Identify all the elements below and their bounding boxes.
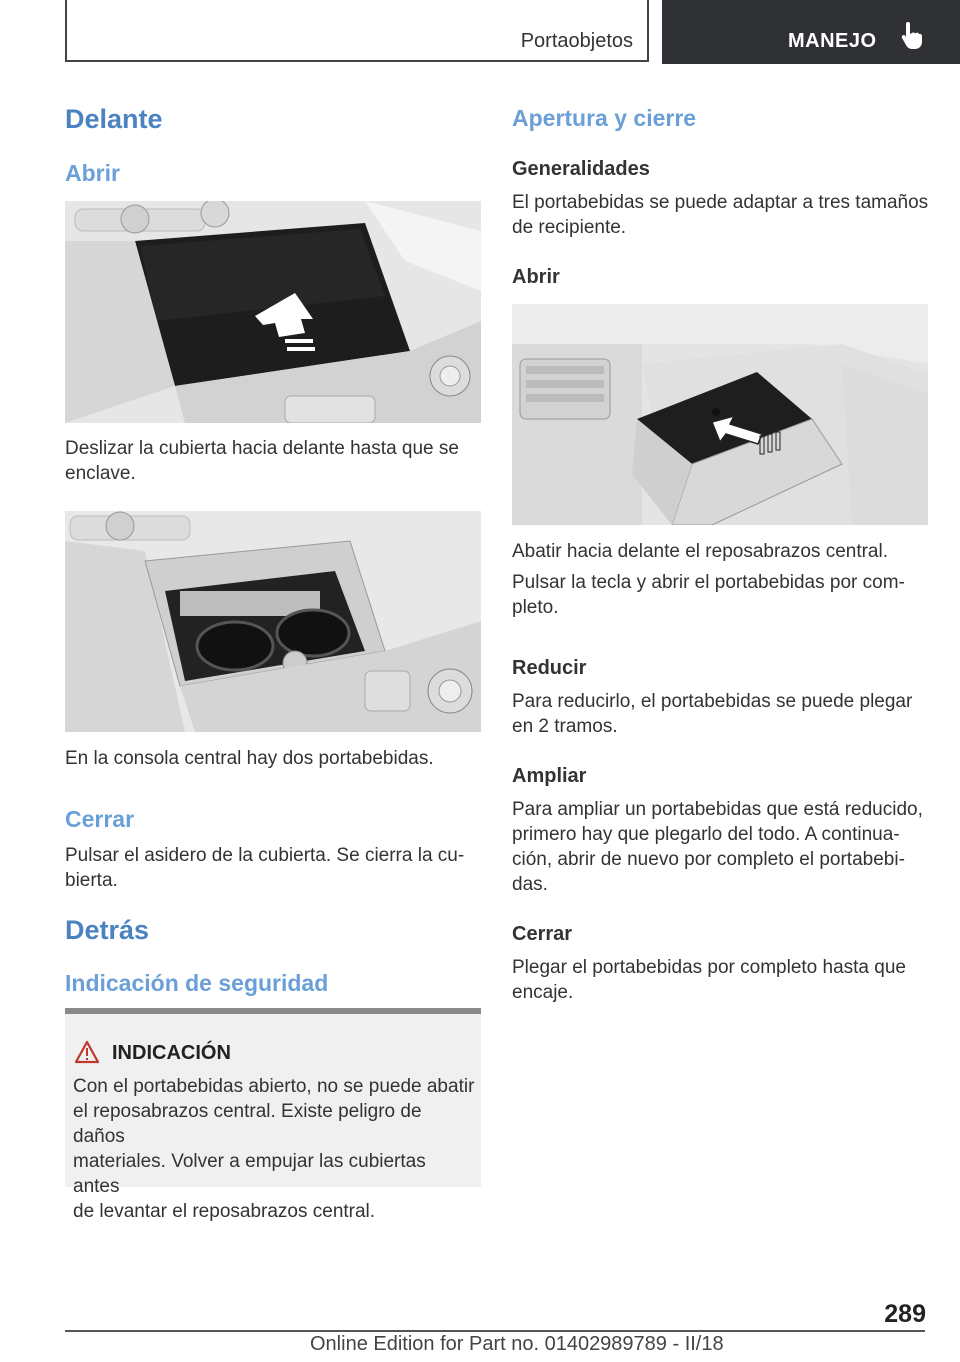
heading-generalidades: Generalidades bbox=[512, 158, 650, 180]
photo-rear-armrest bbox=[512, 304, 928, 525]
heading-cerrar-rear: Cerrar bbox=[512, 923, 573, 945]
heading-reducir: Reducir bbox=[512, 657, 587, 679]
heading-abrir-rear: Abrir bbox=[512, 266, 560, 288]
header-chapter-title: MANEJO bbox=[788, 30, 877, 52]
heading-cerrar-front: Cerrar bbox=[65, 806, 135, 832]
text-abatir: Abatir hacia delante el reposabrazos central. bbox=[512, 541, 889, 562]
heading-abrir-front: Abrir bbox=[65, 160, 120, 186]
text-pulsar-line2: pleto. bbox=[512, 597, 559, 618]
text-cerrar-front-line1: Pulsar el asidero de la cubierta. Se cierra la cu‐ bbox=[65, 845, 465, 866]
notice-line: de levantar el reposabrazos central. bbox=[73, 1201, 376, 1222]
text-generalidades-line2: de recipiente. bbox=[512, 217, 627, 238]
heading-delante: Delante bbox=[65, 104, 163, 134]
footer-divider bbox=[65, 1330, 925, 1332]
header-section-tab bbox=[65, 0, 649, 62]
notice-line: Con el portabebidas abierto, no se puede abatir bbox=[73, 1076, 475, 1097]
photo-center-console-cover bbox=[65, 201, 481, 423]
heading-indicacion-seguridad: Indicación de seguridad bbox=[65, 970, 329, 996]
heading-detras: Detrás bbox=[65, 915, 150, 945]
notice-line: materiales. Volver a empujar las cubiertas antes bbox=[73, 1151, 426, 1197]
page-number: 289 bbox=[884, 1300, 926, 1328]
text-reducir-line2: en 2 tramos. bbox=[512, 716, 618, 737]
header-section-title: Portaobjetos bbox=[520, 30, 633, 52]
text-cerrar-rear-line2: encaje. bbox=[512, 982, 574, 1003]
photo-center-console-cupholders bbox=[65, 511, 481, 732]
heading-apertura-cierre: Apertura y cierre bbox=[512, 105, 697, 131]
hand-pointer-icon bbox=[900, 22, 922, 50]
notice-body bbox=[73, 1074, 477, 1224]
text-ampliar-line4: das. bbox=[512, 874, 548, 895]
text-pulsar-line1: Pulsar la tecla y abrir el portabebidas por com‐ bbox=[512, 572, 905, 593]
heading-ampliar: Ampliar bbox=[512, 765, 587, 787]
text-ampliar-line2: primero hay que plegarlo del todo. A continua‐ bbox=[512, 824, 900, 845]
text-deslizar-line1: Deslizar la cubierta hacia delante hasta que se bbox=[65, 438, 459, 459]
text-cerrar-front-line2: bierta. bbox=[65, 870, 118, 891]
text-cerrar-rear-line1: Plegar el portabebidas por completo hasta que bbox=[512, 957, 906, 978]
warning-triangle-icon bbox=[74, 1040, 100, 1064]
header-chapter-tab bbox=[662, 0, 960, 64]
footer-edition: Online Edition for Part no. 01402989789 - II/18 bbox=[310, 1333, 724, 1355]
text-consola: En la consola central hay dos portabebidas. bbox=[65, 748, 434, 769]
notice-line: el reposabrazos central. Existe peligro de daños bbox=[73, 1101, 422, 1147]
text-reducir-line1: Para reducirlo, el portabebidas se puede plegar bbox=[512, 691, 913, 712]
text-ampliar-line1: Para ampliar un portabebidas que está reducido, bbox=[512, 799, 923, 820]
notice-title: INDICACIÓN bbox=[112, 1042, 231, 1064]
text-generalidades-line1: El portabebidas se puede adaptar a tres tamaños bbox=[512, 192, 929, 213]
text-deslizar-line2: enclave. bbox=[65, 463, 136, 484]
safety-notice-box bbox=[65, 1008, 481, 1222]
text-ampliar-line3: ción, abrir de nuevo por completo el portabebi‐ bbox=[512, 849, 905, 870]
